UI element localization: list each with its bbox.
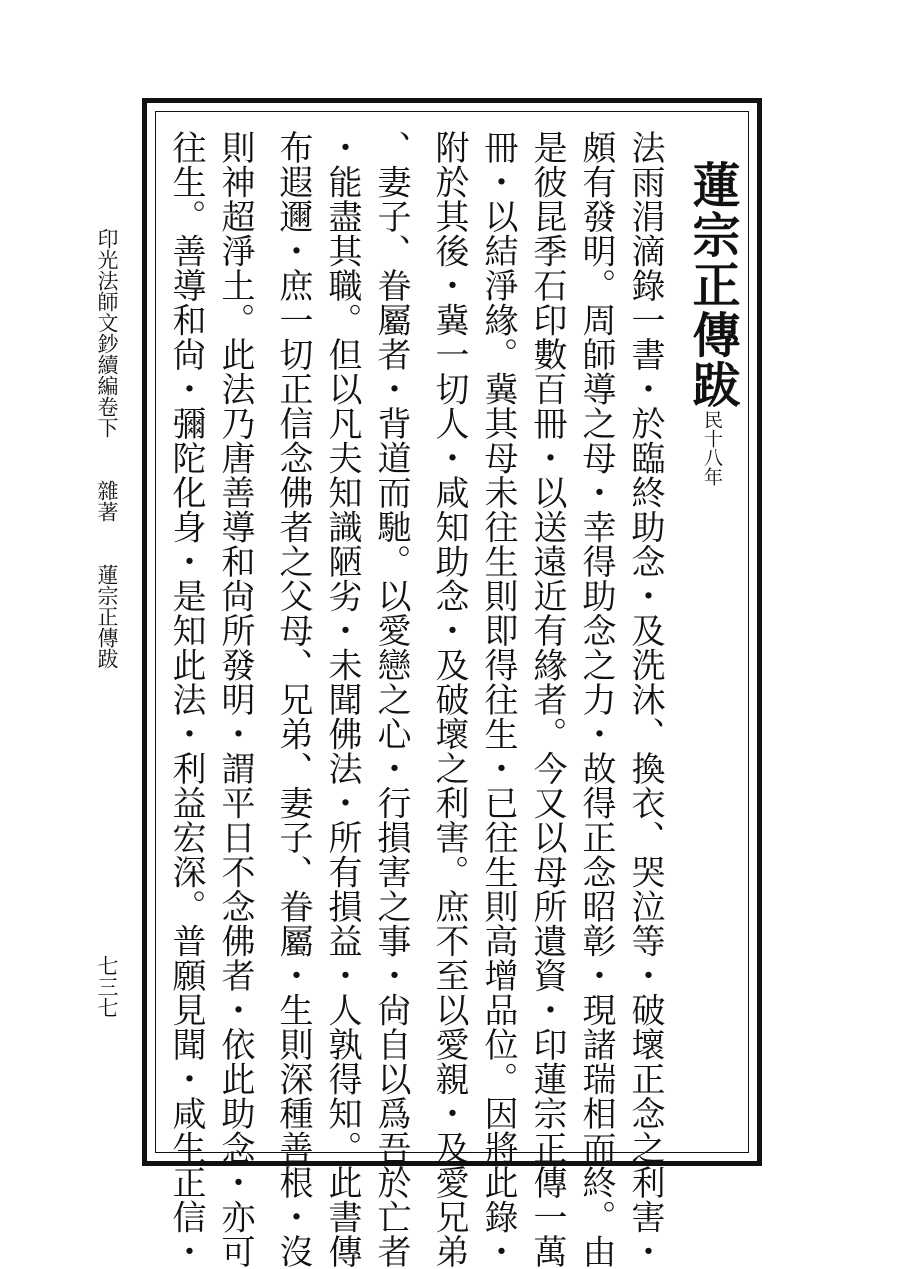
body-column-4: 冊・以結淨緣。冀其母未往生則即得往生・已往生則高增品位。因將此錄・ [478, 130, 518, 1269]
running-head-book: 印光法師文鈔續編卷下 [95, 228, 119, 438]
body-column-5: 附於其後・冀一切人・咸知助念・及破壞之利害。庶不至以愛親・及愛兄弟 [429, 130, 469, 1269]
running-head-section: 雜著 [95, 480, 119, 522]
body-column-7: ・能盡其職。但以凡夫知識陋劣・未聞佛法・所有損益・人孰得知。此書傳 [322, 130, 362, 1269]
body-column-9: 則神超淨土。此法乃唐善導和尙所發明・謂平日不念佛者・依此助念・亦可 [215, 130, 255, 1269]
running-head-chapter: 蓮宗正傳跋 [95, 564, 119, 669]
body-column-2: 頗有發明。周師導之母・幸得助念之力・故得正念昭彰・現諸瑞相而終。由 [576, 130, 616, 1269]
body-column-8: 布遐邇・庶一切正信念佛者之父母、兄弟、妻子、眷屬・生則深種善根・沒 [273, 130, 313, 1269]
essay-title: 蓮宗正傳跋 [684, 160, 740, 410]
running-head [96, 228, 117, 669]
body-column-6: 、妻子、眷屬者・背道而馳。以愛戀之心・行損害之事・尙自以爲吾於亡者 [371, 130, 411, 1269]
body-column-10: 往生。善導和尙・彌陀化身・是知此法・利益宏深。普願見聞・咸生正信・ [166, 130, 206, 1269]
date-note: 民十八年 [701, 410, 723, 486]
body-column-3: 是彼昆季石印數百冊・以送遠近有緣者。今又以母所遺資・印蓮宗正傳一萬 [527, 130, 567, 1269]
body-column-1: 法雨涓滴錄一書・於臨終助念・及洗沐、換衣、哭泣等・破壞正念之利害・ [625, 130, 665, 1269]
page-number: 七三七 [95, 955, 119, 1018]
